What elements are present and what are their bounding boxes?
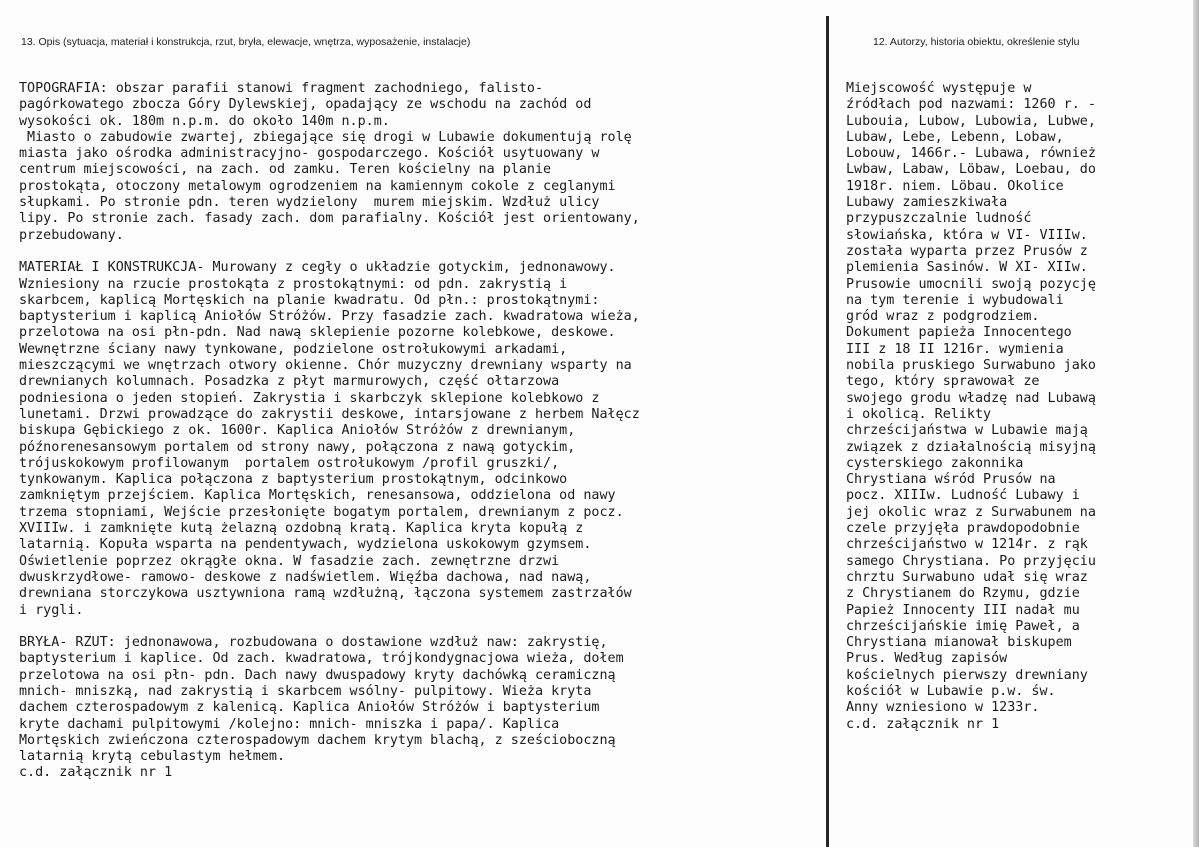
text-line: z Chrystianem do Rzymu, gdzie [846, 586, 1080, 602]
text-line: Anny wzniesiono w 1233r. [846, 700, 1040, 716]
text-line: Lobouw, 1466r.- Lubawa, również [846, 146, 1096, 162]
text-line: c.d. załącznik nr 1 [846, 716, 1000, 732]
column-divider [826, 16, 829, 847]
text-line: drewnianych kolumnach. Posadzka z płyt marmurowych, część ołtarzowa [19, 374, 560, 390]
text-line: przebudowany. [19, 227, 124, 243]
text-line: źródłach pod nazwami: 1260 r. - [846, 97, 1096, 113]
text-line: nobila pruskiego Surwabuno jako [846, 358, 1096, 374]
text-line: swojego grodu władzę nad Lubawą [846, 390, 1096, 406]
left-column-header: 13. Opis (sytuacja, materiał i konstrukcja, rzut, bryła, elewacje, wnętrza, wyposażenie, instalacje) [21, 36, 471, 48]
text-line: centrum miejscowości, na zach. od zamku. Teren kościelny na planie [19, 162, 552, 178]
text-line: BRYŁA- RZUT: jednonawowa, rozbudowana o dostawione wzdłuż naw: zakrystię, [19, 635, 608, 651]
text-line: cysterskiego zakonnika [846, 455, 1024, 471]
text-line: pagórkowatego zbocza Góry Dylewskiej, opadający ze wschodu na zachód od [19, 97, 592, 113]
text-line: na tym terenie i wybudowali [846, 292, 1064, 308]
text-line: chrześcijaństwa w Lubawie mają [846, 423, 1088, 439]
text-line: miasta jako ośrodka administracyjno- gospodarczego. Kościół usytuowany w [19, 146, 600, 162]
text-line: MATERIAŁ I KONSTRUKCJA- Murowany z cegły o układzie gotyckim, jednonawowy. [19, 260, 616, 276]
text-line: XVIIIw. i zamknięte kutą żelazną ozdobną kratą. Kaplica kryta kopułą z [19, 521, 584, 537]
description-column [19, 81, 640, 782]
text-line: TOPOGRAFIA: obszar parafii stanowi fragment zachodniego, falisto- [19, 81, 544, 96]
text-line: przypuszczalnie ludność [846, 211, 1032, 227]
text-line: Lubaw, Lebe, Lebenn, Lobaw, [846, 129, 1064, 145]
text-line: Dokument papieża Innocentego [846, 325, 1072, 341]
text-line: słowiańska, która w VI- VIIIw. [846, 227, 1088, 243]
text-line: dachem czterospadowym z kalenicą. Kaplica Aniołów Stróżów i baptysterium [19, 700, 600, 716]
text-line: i okolicą. Relikty [846, 406, 992, 422]
text-line: tego, który sprawował ze [846, 374, 1040, 390]
text-line: baptysterium i kaplicą Aniołów Stróżów. Przy fasadzie zach. kwadratowa wieża, [19, 309, 640, 325]
text-line: Chrystiana wśród Prusów na [846, 472, 1056, 488]
text-line: pocz. XIIIw. Ludność Lubawy i [846, 488, 1080, 504]
text-line: Prusowie umocnili swoją pozycję [846, 276, 1096, 292]
text-line: lipy. Po stronie zach. fasady zach. dom parafialny. Kościół jest orientowany, [19, 211, 640, 227]
text-line: baptysterium i kaplice. Od zach. kwadratowa, trójkondygnacjowa wieża, dołem [19, 651, 624, 667]
text-line: chrześcijańskie imię Paweł, a [846, 618, 1080, 634]
text-line: skarbcem, kaplicą Mortęskich na planie kwadratu. Od płn.: prostokątnymi: [19, 292, 600, 308]
text-line: latarnią krytą cebulastym hełmem. [19, 749, 286, 765]
text-line: biskupa Gębickiego z ok. 1600r. Kaplica Aniołów Stróżów z drewnianym, [19, 423, 576, 439]
text-line: Mortęskich zwieńczona czterospadowym dachem krytym blachą, z sześcioboczną [19, 732, 616, 748]
text-line: Prus. Według zapisów [846, 651, 1008, 667]
text-line: tynkowanym. Kaplica połączona z baptysterium prostokątnym, odcinkowo [19, 472, 568, 488]
text-line: związek z działalnością misyjną [846, 439, 1096, 455]
text-line: plemienia Sasinów. W XI- XIIw. [846, 260, 1088, 276]
text-line: dwuskrzydłowe- ramowo- deskowe z nadświetlem. Więźba dachowa, nad nawą, [19, 569, 592, 585]
page-edge [1193, 0, 1199, 847]
text-line: została wyparta przez Prusów z [846, 243, 1088, 259]
right-column-header: 12. Autorzy, historia obiektu, określenie stylu [873, 36, 1080, 48]
text-line: mnich- mniszką, nad zakrystią i skarbcem wsólny- pulpitowy. Wieża kryta [19, 683, 592, 699]
text-line: Miasto o zabudowie zwartej, zbiegające się drogi w Lubawie dokumentują rolę [19, 129, 632, 145]
text-line: kościół w Lubawie p.w. św. [846, 683, 1056, 699]
text-line: kościelnych pierwszy drewniany [846, 667, 1088, 683]
text-line: przelotowa na osi płn- pdn. Dach nawy dwuspadowy kryty dachówką ceramiczną [19, 667, 616, 683]
text-line: przelotowa na osi płn-pdn. Nad nawą sklepienie pozorne kolebkowe, deskowe. [19, 325, 616, 341]
text-line: gród wraz z podgrodziem. [846, 309, 1040, 325]
history-column [846, 81, 1096, 733]
text-line: Miejscowość występuje w [846, 81, 1032, 96]
text-line: Chrystiana mianował biskupem [846, 635, 1072, 651]
text-line: Wewnętrzne ściany nawy tynkowane, podzielone ostrołukowymi arkadami, [19, 341, 568, 357]
text-line: Lwbaw, Labaw, Löbaw, Loebau, do [846, 162, 1096, 178]
text-line: latarnią. Kopuła wsparta na pendentywach, wydzielona uskokowym gzymsem. [19, 537, 592, 553]
text-line: zamkniętym przejściem. Kaplica Mortęskich, renesansowa, oddzielona od nawy [19, 488, 616, 504]
description-paragraph [19, 635, 640, 782]
text-line: Lubawy zamieszkiwała [846, 195, 1008, 211]
text-line: prostokąta, otoczony metalowym ogrodzeniem na kamiennym cokole z ceglanymi [19, 178, 616, 194]
text-line: chrztu Surwabuno udał się wraz [846, 569, 1088, 585]
text-line: wysokości ok. 180m n.p.m. do około 140m n.p.m. [19, 113, 390, 129]
text-line: słupkami. Po stronie pdn. teren wydzielony murem miejskim. Wzdłuż ulicy [19, 195, 600, 211]
text-line: mieszczącymi we wnętrzach otwory okienne. Chór muzyczny drewniany wsparty na [19, 358, 632, 374]
text-line: drewniana storczykowa usztywniona ramą wzdłużną, łączona systemem zastrzałów [19, 586, 632, 602]
text-line: trójuskokowym profilowanym portalem ostrołukowym /profil gruszki/, [19, 455, 560, 471]
text-line: kryte dachami pulpitowymi /kolejno: mnich- mniszka i papa/. Kaplica [19, 716, 560, 732]
text-line: trzema stopniami, Wejście przesłonięte bogatym portalem, drewnianym z pocz. [19, 504, 624, 520]
text-line: jej okolic wraz z Surwabunem na [846, 504, 1096, 520]
text-line: lunetami. Drzwi prowadzące do zakrystii deskowe, intarsjowane z herbem Nałęcz [19, 406, 640, 422]
text-line: późnorenesansowym portalem od strony nawy, połączona z nawą gotyckim, [19, 439, 576, 455]
text-line: 1918r. niem. Löbau. Okolice [846, 178, 1064, 194]
text-line: Papież Innocenty III nadał mu [846, 602, 1080, 618]
text-line: Wzniesiony na rzucie prostokąta z prostokątnymi: od pdn. zakrystią i [19, 276, 568, 292]
text-line: III z 18 II 1216r. wymienia [846, 341, 1064, 357]
text-line: Oświetlenie poprzez okrągłe okna. W fasadzie zach. zewnętrzne drzwi [19, 553, 560, 569]
text-line: Lubouia, Lubow, Lubowia, Lubwe, [846, 113, 1096, 129]
text-line: samego Chrystiana. Po przyjęciu [846, 553, 1096, 569]
text-line: i rygli. [19, 602, 84, 618]
text-line: czele przyjęła prawdopodobnie [846, 521, 1080, 537]
description-paragraph [19, 260, 640, 619]
text-line: podniesiona o jeden stopień. Zakrystia i skarbczyk sklepione kolebkowo z [19, 390, 600, 406]
text-line: c.d. załącznik nr 1 [19, 765, 173, 781]
text-line: chrześcijaństwo w 1214r. z rąk [846, 537, 1088, 553]
description-paragraph [19, 81, 640, 244]
